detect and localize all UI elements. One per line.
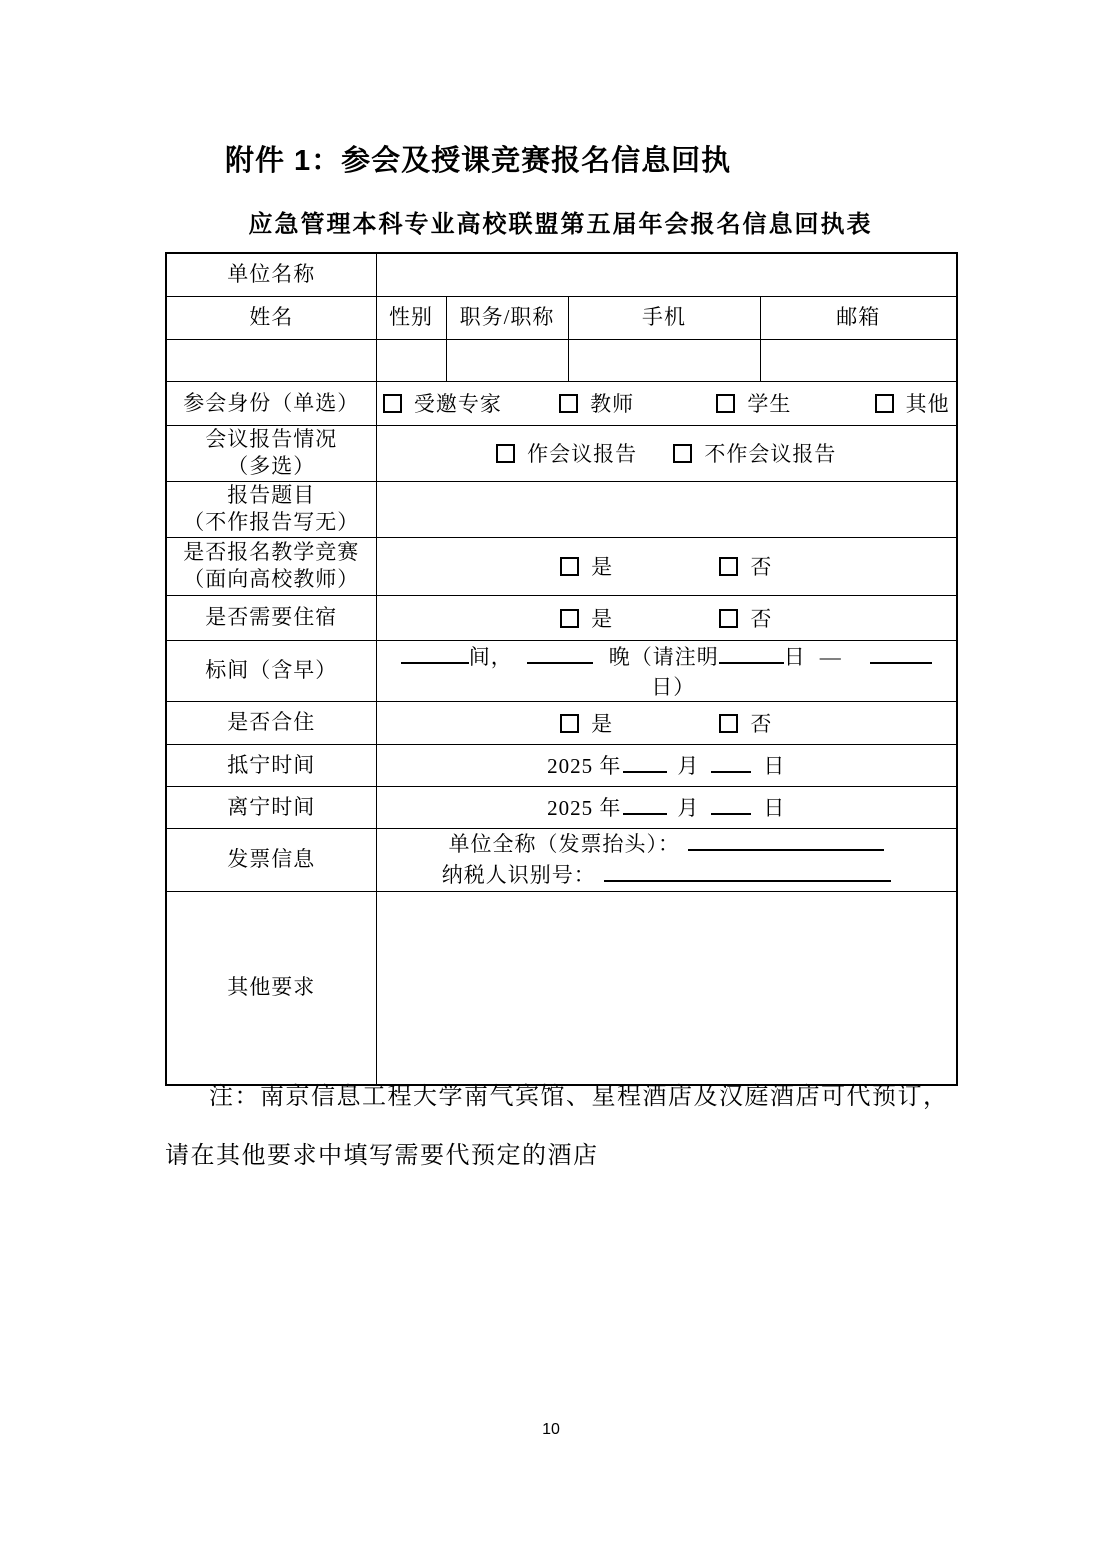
col-mobile-label: 手机	[568, 296, 760, 339]
checkbox-give-report-icon	[496, 444, 515, 463]
dash-separator: —	[819, 644, 842, 669]
checkbox-share-yes-icon	[560, 714, 579, 733]
unit-name-label: 单位名称	[166, 253, 376, 296]
checkbox-lodging-yes-icon	[560, 609, 579, 628]
identity-label: 参会身份（单选）	[166, 381, 376, 425]
blank-tax-id	[604, 876, 891, 882]
col-gender-label: 性别	[376, 296, 446, 339]
blank-from-day	[719, 658, 784, 664]
arrive-date-cell: 2025 年 月 日	[376, 744, 957, 786]
identity-options-cell	[376, 381, 957, 425]
checkbox-competition-yes-icon	[560, 557, 579, 576]
footnote-line-2: 请在其他要求中填写需要代预定的酒店	[165, 1143, 599, 1169]
invoice-label: 发票信息	[166, 828, 376, 891]
option-invited-expert: 受邀专家	[383, 388, 502, 418]
room-fill-cell: 间， 晚（请注明 日 —日）	[376, 640, 957, 701]
blank-invoice-title	[688, 845, 884, 851]
attachment-title: 附件 1：参会及授课竞赛报名信息回执	[225, 145, 732, 177]
blank-depart-month	[623, 809, 667, 815]
page-number: 10	[542, 1421, 560, 1438]
option-lodging-yes: 是	[560, 603, 613, 633]
row-room	[166, 640, 957, 701]
report-label: 会议报告情况 （多选）	[166, 425, 376, 481]
footnote	[165, 1081, 970, 1173]
blank-depart-day	[711, 809, 751, 815]
option-teacher: 教师	[559, 388, 634, 418]
entry-position-cell	[446, 339, 568, 381]
row-competition	[166, 537, 957, 595]
row-lodging	[166, 595, 957, 640]
checkbox-invited-expert-icon	[383, 394, 402, 413]
row-arrive	[166, 744, 957, 786]
option-competition-no: 否	[719, 551, 772, 581]
other-label: 其他要求	[166, 891, 376, 1085]
blank-arrive-day	[711, 767, 751, 773]
row-person-header	[166, 296, 957, 339]
blank-night-count	[527, 658, 593, 664]
registration-table	[165, 252, 958, 1086]
option-lodging-no: 否	[719, 603, 772, 633]
unit-name-input-cell	[376, 253, 957, 296]
depart-date-cell: 2025 年 月 日	[376, 786, 957, 828]
invoice-fill-cell: 单位全称（发票抬头）： 纳税人识别号：	[376, 828, 957, 891]
share-label: 是否合住	[166, 701, 376, 744]
checkbox-lodging-no-icon	[719, 609, 738, 628]
competition-options-cell	[376, 537, 957, 595]
option-other: 其他	[875, 388, 950, 418]
row-invoice	[166, 828, 957, 891]
arrive-label: 抵宁时间	[166, 744, 376, 786]
depart-label: 离宁时间	[166, 786, 376, 828]
entry-email-cell	[760, 339, 957, 381]
report-title-label: 报告题目 （不作报告写无）	[166, 481, 376, 537]
col-name-label: 姓名	[166, 296, 376, 339]
col-email-label: 邮箱	[760, 296, 957, 339]
checkbox-competition-no-icon	[719, 557, 738, 576]
row-report	[166, 425, 957, 481]
checkbox-no-report-icon	[673, 444, 692, 463]
option-competition-yes: 是	[560, 551, 613, 581]
row-identity	[166, 381, 957, 425]
entry-name-cell	[166, 339, 376, 381]
row-report-title	[166, 481, 957, 537]
report-title-input-cell	[376, 481, 957, 537]
entry-gender-cell	[376, 339, 446, 381]
checkbox-other-icon	[875, 394, 894, 413]
checkbox-share-no-icon	[719, 714, 738, 733]
row-other	[166, 891, 957, 1085]
blank-to-day	[870, 658, 932, 664]
form-title: 应急管理本科专业高校联盟第五届年会报名信息回执表	[248, 212, 873, 238]
entry-mobile-cell	[568, 339, 760, 381]
option-share-no: 否	[719, 708, 772, 738]
report-options-cell	[376, 425, 957, 481]
other-input-cell	[376, 891, 957, 1085]
competition-label: 是否报名教学竞赛 （面向高校教师）	[166, 537, 376, 595]
option-give-report: 作会议报告	[496, 438, 637, 468]
row-share	[166, 701, 957, 744]
row-depart	[166, 786, 957, 828]
col-position-label: 职务/职称	[446, 296, 568, 339]
lodging-label: 是否需要住宿	[166, 595, 376, 640]
checkbox-student-icon	[716, 394, 735, 413]
row-person-entry	[166, 339, 957, 381]
row-unit-name	[166, 253, 957, 296]
share-options-cell	[376, 701, 957, 744]
option-student: 学生	[716, 388, 791, 418]
option-no-report: 不作会议报告	[673, 438, 836, 468]
room-label: 标间（含早）	[166, 640, 376, 701]
option-share-yes: 是	[560, 708, 613, 738]
lodging-options-cell	[376, 595, 957, 640]
footnote-line-1: 注：南京信息工程大学南气宾馆、星程酒店及汉庭酒店可代预订，	[209, 1084, 949, 1110]
blank-arrive-month	[623, 767, 667, 773]
checkbox-teacher-icon	[559, 394, 578, 413]
blank-room-count	[401, 658, 469, 664]
